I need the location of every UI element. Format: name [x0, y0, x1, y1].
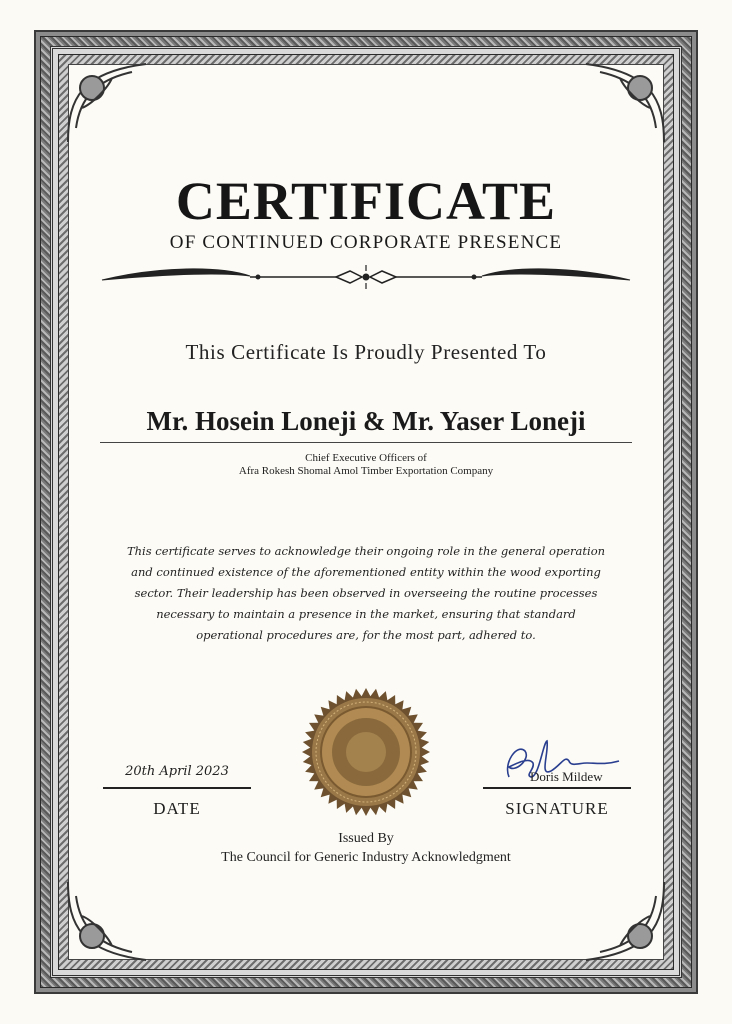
signature-underline — [483, 787, 631, 789]
ornate-corner-icon — [62, 58, 152, 148]
role-line-company: Afra Rokesh Shomal Amol Timber Exportation Company — [238, 465, 494, 477]
flourish-divider-icon — [100, 262, 632, 292]
issued-by-label: Issued By — [338, 831, 394, 846]
signature-label: SIGNATURE — [505, 799, 609, 818]
recipient-role — [0, 452, 732, 478]
certificate-title: CERTIFICATE — [175, 171, 557, 231]
gold-seal-icon — [300, 686, 432, 818]
signatory-name: Doris Mildew — [530, 769, 603, 784]
issued-by-block — [0, 829, 732, 867]
date-value: 20th April 2023 — [125, 764, 229, 779]
date-label: DATE — [153, 799, 201, 818]
date-underline — [103, 787, 251, 789]
recipient-names: Mr. Hosein Loneji & Mr. Yaser Loneji — [146, 406, 586, 436]
certificate-subtitle: OF CONTINUED CORPORATE PRESENCE — [169, 232, 563, 253]
recipient-underline — [100, 442, 632, 443]
presented-to-line: This Certificate Is Proudly Presented To — [185, 340, 547, 364]
certificate-body-text: This certificate serves to acknowledge their ongoing role in the general operation and continued existence of the aforementioned entity within the wood exporting sector. Their leadership has been observed in overseeing the routine processes necessary to maintain a presence in the market, ensuring that standard operational procedures are, for the most part, adhered to. — [126, 544, 606, 642]
issuer-name: The Council for Generic Industry Acknowledgment — [221, 850, 511, 865]
ornate-corner-icon — [62, 876, 152, 966]
ornate-corner-icon — [580, 58, 670, 148]
role-line-title: Chief Executive Officers of — [305, 452, 427, 464]
ornate-corner-icon — [580, 876, 670, 966]
